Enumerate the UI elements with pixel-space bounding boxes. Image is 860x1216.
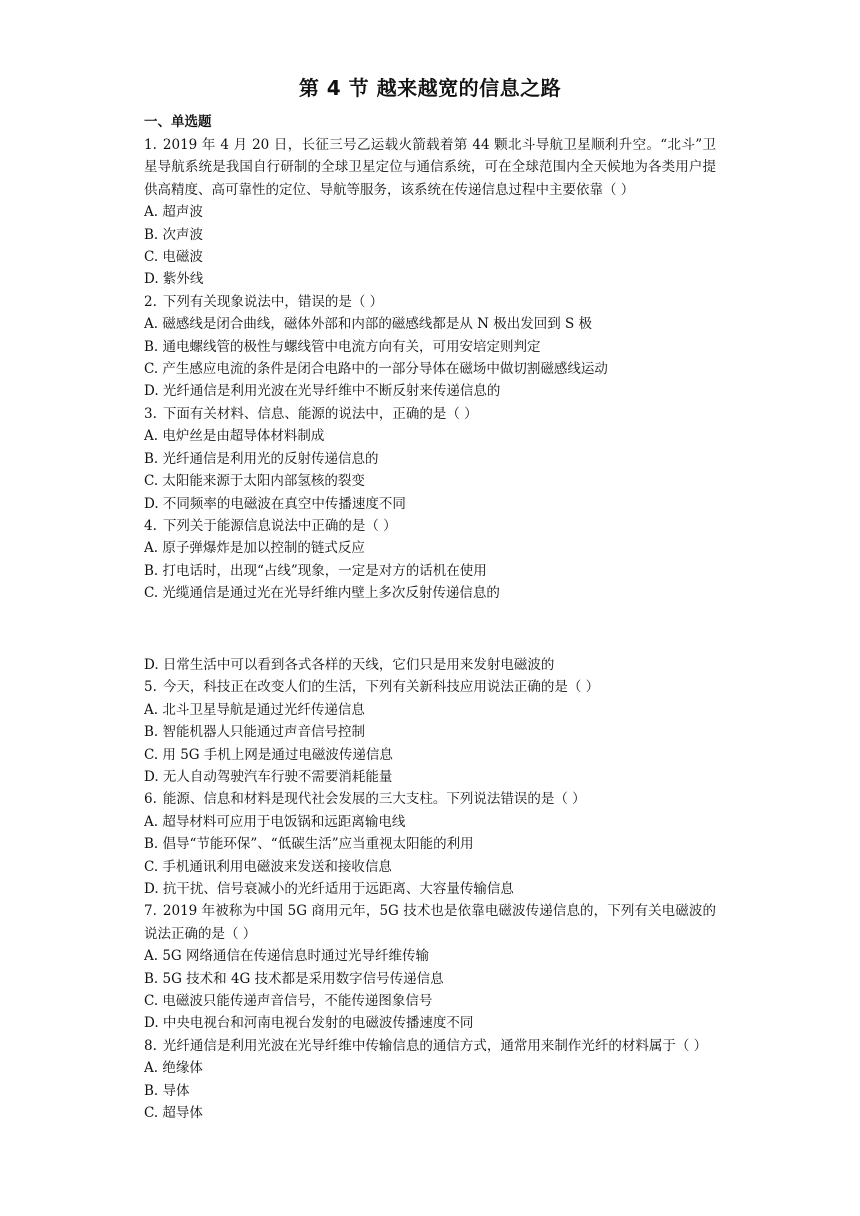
- question-number: 7.: [144, 903, 157, 920]
- answer-option: C. 用 5G 手机上网是通过电磁波传递信息: [144, 746, 393, 763]
- question-stem: [144, 900, 716, 945]
- question-text: 下列关于能源信息说法中正确的是（ ）: [162, 517, 397, 534]
- answer-option: A. 超导材料可应用于电饭锅和远距离输电线: [144, 813, 406, 830]
- answer-option: D. 抗干扰、信号衰减小的光纤适用于远距离、大容量传输信息: [144, 880, 514, 897]
- answer-option: C. 电磁波: [144, 249, 203, 266]
- answer-option: D. 不同频率的电磁波在真空中传播速度不同: [144, 495, 406, 512]
- question-number: 5.: [144, 679, 157, 696]
- question-stem: [144, 676, 716, 698]
- answer-option: B. 光纤通信是利用光的反射传递信息的: [144, 450, 379, 467]
- question-block: [144, 900, 716, 1034]
- answer-option: C. 手机通讯利用电磁波来发送和接收信息: [144, 858, 392, 875]
- answer-option: B. 智能机器人只能通过声音信号控制: [144, 724, 366, 741]
- answer-option: C. 光缆通信是通过光在光导纤维内壁上多次反射传递信息的: [144, 585, 500, 602]
- question-stem: [144, 291, 716, 313]
- section-heading: 一、单选题: [144, 114, 212, 130]
- answer-option: A. 超声波: [144, 204, 203, 221]
- question-number: 8.: [144, 1037, 157, 1054]
- answer-option: A. 北斗卫星导航是通过光纤传递信息: [144, 701, 365, 718]
- answer-option: A. 磁感线是闭合曲线，磁体外部和内部的磁感线都是从 N 极出发回到 S 极: [144, 316, 593, 333]
- answer-option: D. 日常生活中可以看到各式各样的天线，它们只是用来发射电磁波的: [144, 656, 555, 673]
- answer-option: A. 原子弹爆炸是加以控制的链式反应: [144, 540, 365, 557]
- answer-option: A. 电炉丝是由超导体材料制成: [144, 428, 325, 445]
- answer-option: B. 导体: [144, 1082, 190, 1099]
- answer-option: C. 电磁波只能传递声音信号，不能传递图象信号: [144, 993, 433, 1010]
- blank-line: [144, 618, 716, 640]
- question-stem: [144, 1035, 716, 1057]
- answer-option: B. 通电螺线管的极性与螺线管中电流方向有关，可用安培定则判定: [144, 338, 541, 355]
- question-stem: [144, 515, 716, 537]
- question-text: 2019 年被称为中国 5G 商用元年，5G 技术也是依靠电磁波传递信息的，下列有关电磁波的说法正确的是（ ）: [144, 903, 716, 942]
- answer-option: A. 5G 网络通信在传递信息时通过光导纤维传输: [144, 948, 429, 965]
- question-block: [144, 1035, 716, 1125]
- answer-option: C. 产生感应电流的条件是闭合电路中的一部分导体在磁场中做切割磁感线运动: [144, 361, 608, 378]
- question-text: 下面有关材料、信息、能源的说法中，正确的是（ ）: [162, 405, 478, 422]
- question-block: [144, 515, 716, 676]
- answer-option: A. 绝缘体: [144, 1060, 203, 1077]
- question-block: [144, 403, 716, 515]
- question-text: 2019 年 4 月 20 日，长征三号乙运载火箭载着第 44 颗北斗导航卫星顺利升空。“北斗”卫星导航系统是我国自行研制的全球卫星定位与通信系统，可在全球范围内全天候地为各类用户提供高精度、高可靠性的定位、导航等服务，该系统在传递信息过程中主要依靠（ ）: [144, 137, 716, 198]
- question-number: 6.: [144, 791, 157, 808]
- question-text: 下列有关现象说法中，错误的是（ ）: [162, 293, 384, 310]
- question-number: 4.: [144, 517, 157, 534]
- question-text: 今天，科技正在改变人们的生活，下列有关新科技应用说法正确的是（ ）: [162, 679, 600, 696]
- answer-option: B. 5G 技术和 4G 技术都是采用数字信号传递信息: [144, 970, 444, 987]
- answer-option: D. 中央电视台和河南电视台发射的电磁波传播速度不同: [144, 1015, 474, 1032]
- question-stem: [144, 403, 716, 425]
- answer-option: D. 光纤通信是利用光波在光导纤维中不断反射来传递信息的: [144, 383, 501, 400]
- question-block: [144, 291, 716, 403]
- page-title: 第 4 节 越来越宽的信息之路: [298, 76, 562, 100]
- answer-option: D. 无人自动驾驶汽车行驶不需要消耗能量: [144, 768, 393, 785]
- answer-option: C. 太阳能来源于太阳内部氢核的裂变: [144, 473, 365, 490]
- question-number: 3.: [144, 405, 157, 422]
- question-text: 光纤通信是利用光波在光导纤维中传输信息的通信方式，通常用来制作光纤的材料属于（ ）: [162, 1037, 708, 1054]
- question-block: [144, 134, 716, 291]
- question-number: 1.: [144, 137, 157, 153]
- question-stem: [144, 134, 716, 201]
- answer-option: C. 超导体: [144, 1105, 203, 1122]
- question-block: [144, 788, 716, 900]
- question-block: [144, 676, 716, 788]
- question-number: 2.: [144, 293, 157, 310]
- answer-option: B. 打电话时，出现“占线”现象，一定是对方的话机在使用: [144, 562, 487, 579]
- answer-option: B. 倡导“节能环保”、“低碳生活”应当重视太阳能的利用: [144, 836, 474, 853]
- answer-option: D. 紫外线: [144, 271, 204, 288]
- question-stem: [144, 788, 716, 810]
- answer-option: B. 次声波: [144, 226, 204, 243]
- question-text: 能源、信息和材料是现代社会发展的三大支柱。下列说法错误的是（ ）: [162, 791, 586, 808]
- question-list: [144, 134, 716, 1124]
